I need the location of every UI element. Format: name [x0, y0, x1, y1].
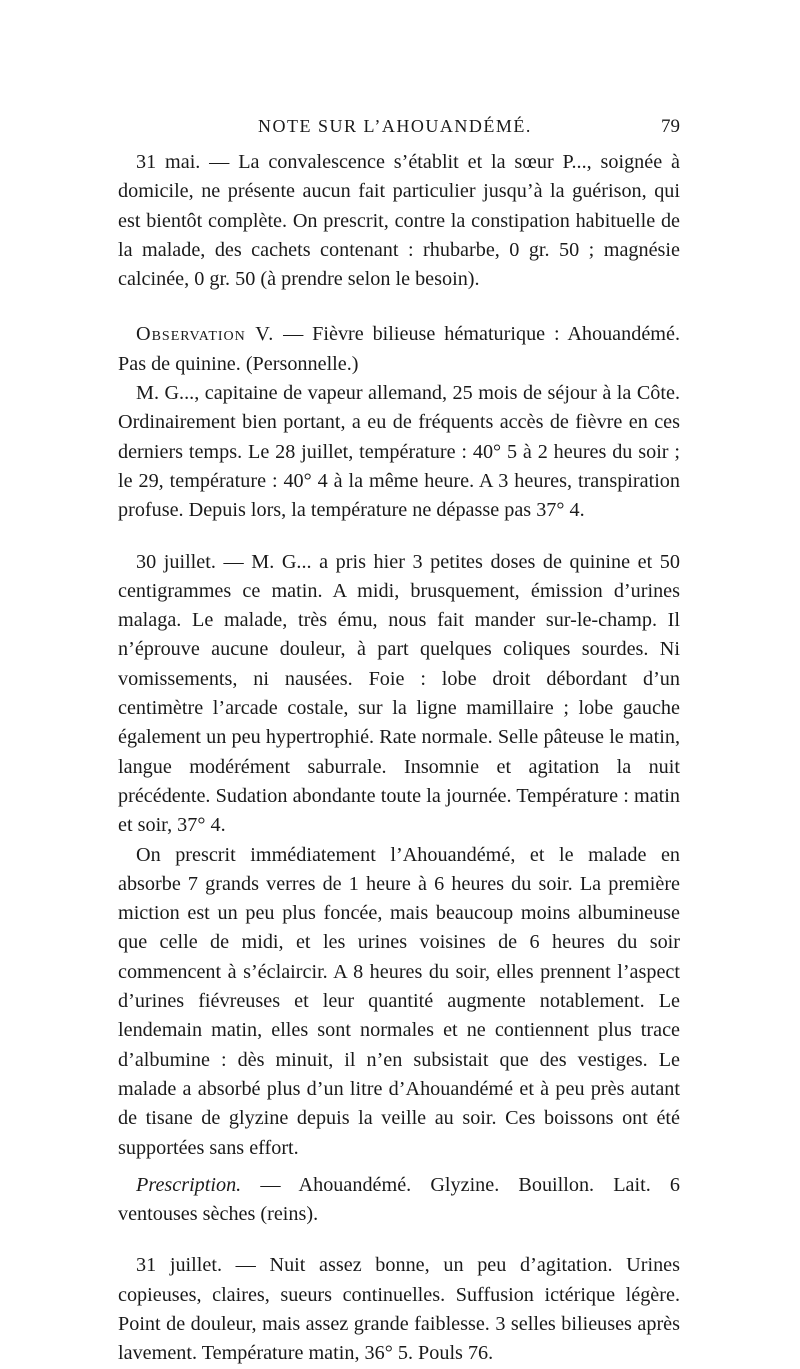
paragraph-treatment: On prescrit immédiatement l’Ahouandémé, et le malade en absorbe 7 grands verres de 1 heure à 6 heures du soir. La première miction est un peu plus foncée, mais beaucoup moins albumineuse que celle de midi, et les urines voisines de 6 heures du soir commencent à s’éclaircir. A 8 heures du soir, elles prennent l’aspect d’urines fiévreuses et leur quantité augmente notablement. Le lendemain matin, elles sont normales et ne contiennent plus trace d’albumine : dès minuit, il n’en subsistait que des vestiges. Le malade a absorbé plus d’un litre d’Ahouandémé et à peu près autant de tisane de glyzine depuis la veille au soir. Ces boissons ont été supportées sans effort. [118, 843, 680, 1159]
book-page [118, 112, 680, 1369]
paragraph-patient-history: M. G..., capitaine de vapeur allemand, 25 mois de séjour à la Côte. Ordinairement bien portant, a eu de fréquents accès de fièvre en ces derniers temps. Le 28 juillet, température : 40° 5 à 2 heures du soir ; le 29, température : 40° 4 à la même heure. A 3 heures, transpiration profuse. Depuis lors, la température ne dépasse pas 37° 4. [118, 382, 680, 522]
paragraph-31-juillet: 31 juillet. — Nuit assez bonne, un peu d’agitation. Urines copieuses, claires, sueurs continuelles. Suffusion ictérique légère. Point de douleur, mais assez grande faiblesse. 3 selles bilieuses après lavement. Température matin, 36° 5. Pouls 76. [118, 1254, 680, 1365]
paragraph-30-juillet: 30 juillet. — M. G... a pris hier 3 petites doses de quinine et 50 centigrammes ce matin. A midi, brusquement, émission d’urines malaga. Le malade, très ému, nous fait mander sur-le-champ. Il n’éprouve aucune douleur, à part quelques coliques sourdes. Ni vomissements, ni nausées. Foie : lobe droit débordant d’un centimètre l’arcade costale, sur la ligne mamillaire ; lobe gauche également un peu hypertrophié. Rate normale. Selle pâteuse le matin, langue modérément saburrale. Insomnie et agitation la nuit précédente. Sudation abondante toute la journée. Température : matin et soir, 37° 4. [118, 550, 680, 837]
prescription-paragraph [118, 1171, 680, 1230]
observation-label: Observation V. [136, 323, 275, 346]
running-title: NOTE SUR L’AHOUANDÉMÉ. [258, 116, 532, 136]
body-text [118, 148, 680, 1369]
paragraph-31-mai: 31 mai. — La convalescence s’établit et la sœur P..., soignée à domicile, ne présente aucun fait particulier jusqu’à la guérison, qui est bientôt complète. On prescrit, contre la constipation habituelle de la malade, des cachets contenant : rhubarbe, 0 gr. 50 ; magnésie calcinée, 0 gr. 50 (à prendre selon le besoin). [118, 151, 680, 291]
running-head [118, 112, 680, 140]
prescription-label: Prescription. [136, 1173, 242, 1196]
prescription-text: — Ahouandémé. Glyzine. Bouillon. Lait. 6 ventouses sèches (reins). [118, 1173, 680, 1226]
observation-title: — Fièvre bilieuse hématurique : Ahouandémé. Pas de quinine. (Personnelle.) [118, 323, 680, 375]
page-number: 79 [661, 116, 680, 137]
observation-heading [118, 320, 680, 379]
